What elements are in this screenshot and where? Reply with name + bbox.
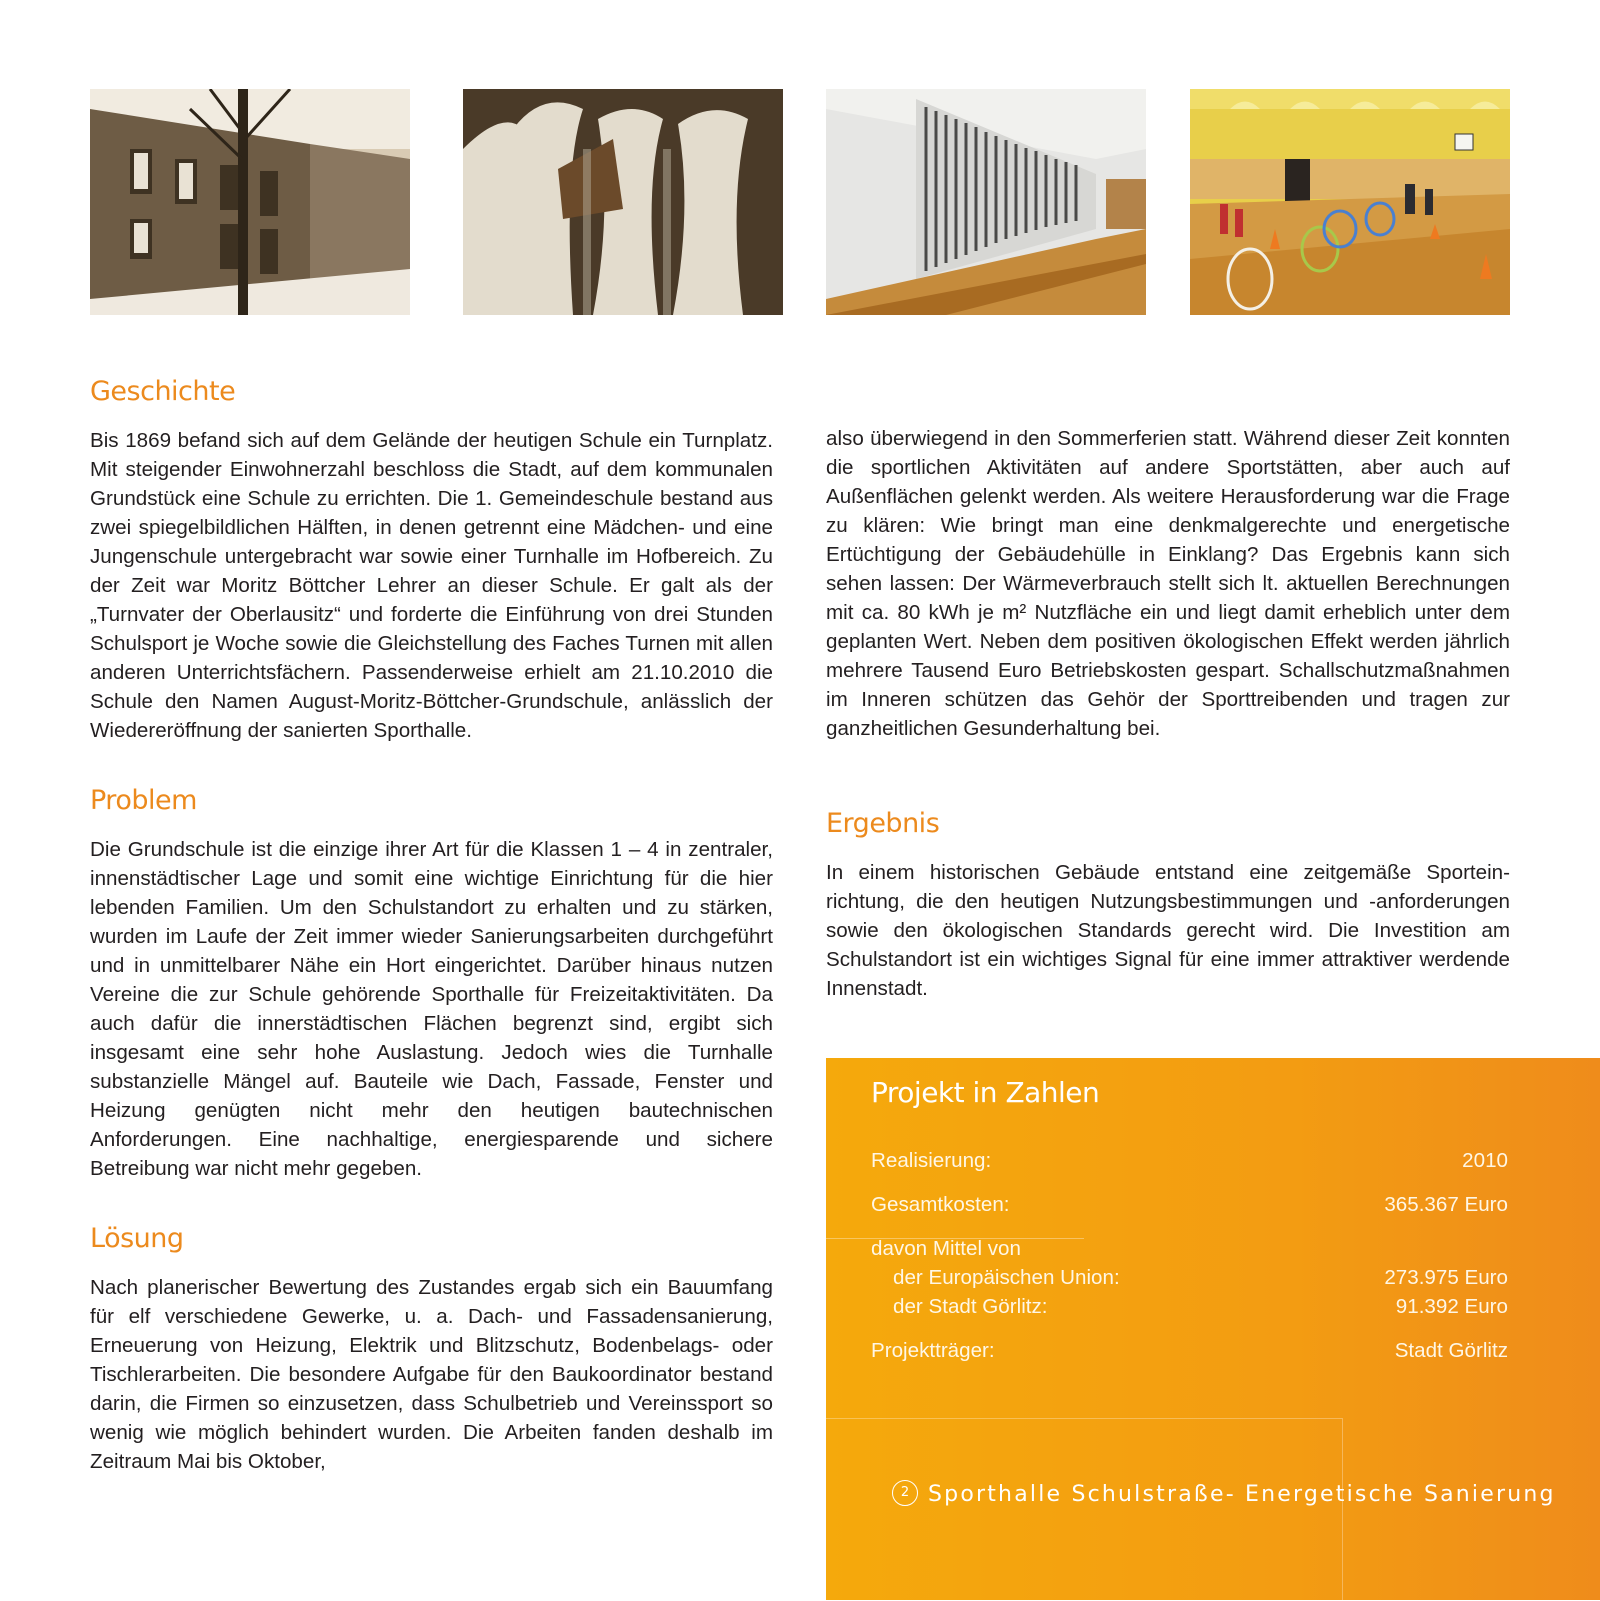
fact-value: 91.392 Euro	[1395, 1295, 1508, 1318]
fact-label: Gesamtkosten:	[871, 1193, 1010, 1216]
section-geschichte	[90, 372, 773, 745]
fact-label: Projektträger:	[871, 1339, 995, 1362]
right-column	[826, 424, 1510, 743]
fact-label: Realisierung:	[871, 1149, 992, 1172]
decorative-frame	[826, 1418, 1343, 1601]
fact-value: 273.975 Euro	[1384, 1266, 1508, 1289]
gym-hall-photo	[1190, 89, 1510, 315]
section-title-ergebnis: Ergebnis	[826, 808, 940, 839]
wall-vent-photo	[826, 89, 1146, 315]
facts-title: Projekt in Zahlen	[871, 1076, 1100, 1109]
section-text-geschichte: Bis 1869 befand sich auf dem Gelände der heutigen Schule ein Turnplatz. Mit steigender Einwohnerzahl beschloss die Stadt, auf dem kommunalen Grundstück eine Schule zu errichten. Die 1. Gemeindeschule bestand aus zwei spiegelbildlichen Hälften, in denen getrennt eine Mädchen- und eine Jungenschule untergebracht war sowie einer Turnhalle im Hofbereich. Zu der Zeit war Moritz Böttcher Lehrer an dieser Schule. Er galt als der „Turnvater der Oberlausitz“ und forderte die Einführung von drei Stunden Schulsport je Woche sowie die Gleichstellung des Faches Turnen mit allen anderen Unterrichtsfächern. Passenderweise erhielt am 21.10.2010 die Schule den Namen August-Moritz-Böttcher-Grundschule, anlässlich der Wiedereröffnung der sanierten Sporthalle.	[90, 429, 773, 742]
section-title-geschichte: Geschichte	[90, 376, 236, 407]
project-facts-box	[826, 1058, 1600, 1600]
fact-label: der Europäischen Union:	[893, 1266, 1120, 1289]
section-text-ergebnis: In einem historischen Gebäude entstand eine zeitgemäße Sporteinrichtung, die den heutigen Nutzungsbestimmungen und -anforderungen sowie den ökologischen Standards gerecht wird. Die Investition am Schulstandort ist ein wichtiges Signal für eine immer attraktiver werdende Innenstadt.	[826, 861, 1510, 1000]
fact-value: 365.367 Euro	[1384, 1193, 1508, 1216]
old-radiator-photo	[463, 89, 783, 315]
fact-label: davon Mittel von	[871, 1237, 1021, 1260]
fact-value: Stadt Görlitz	[1394, 1339, 1508, 1362]
section-title-loesung: Lösung	[90, 1223, 184, 1254]
fact-value: 2010	[1462, 1149, 1508, 1172]
section-ergebnis	[826, 804, 1510, 1003]
page-number: 2	[892, 1480, 918, 1506]
section-text-problem: Die Grundschule ist die einzige ihrer Art für die Klassen 1 – 4 in zentraler, innenstädtischer Lage und somit eine wichtige Einrichtung für die hier lebenden Familien. Um den Schulstandort zu erhalten und zu stärken, wurden im Laufe der Zeit immer wieder Sanierungsarbeiten durchgeführt und in unmittelbarer Nähe ein Hort eingerichtet. Darüber hinaus nutzen Vereine die zur Schule gehörende Sporthalle für Freizeitaktivitäten. Da auch dafür die innerstädtischen Flächen begrenzt sind, ergibt sich insgesamt eine sehr hohe Auslastung. Jedoch wies die Turnhalle substanzielle Mängel auf. Bauteile wie Dach, Fassade, Fenster und Heizung genügten nicht mehr den heutigen bautechnischen Anforderungen. Eine nachhaltige, energiesparende und sichere Betreibung war nicht mehr gegeben.	[90, 838, 773, 1180]
section-text-loesung: Nach planerischer Bewertung des Zustandes ergab sich ein Bauumfang für elf verschiedene Gewerke, u. a. Dach- und Fassadensanierung, Erneuerung von Heizung, Elektrik und Blitzschutz, Bodenbelags- oder Tischlerarbeiten. Die besondere Aufgabe für den Baukoordinator bestand darin, die Firmen so einzusetzen, dass Schulbetrieb und Vereinssport so wenig wie möglich behindert wurden. Die Arbeiten fanden deshalb im Zeitraum Mai bis Oktober,	[90, 1276, 773, 1473]
page-footer	[892, 1482, 1556, 1508]
fact-label: der Stadt Görlitz:	[893, 1295, 1048, 1318]
historic-building-photo	[90, 89, 410, 315]
section-loesung	[90, 1219, 773, 1476]
left-column	[90, 372, 773, 1512]
section-text-loesung-continued: also überwiegend in den Sommerferien statt. Während dieser Zeit konnten die sportlichen Aktivitäten auf andere Sportstätten, aber auch auf Außenflächen gelenkt werden. Als weitere Herausforderung war die Frage zu klären: Wie bringt man eine denkmalgerechte und energetische Ertüchtigung der Gebäudehülle in Einklang? Das Ergebnis kann sich sehen lassen: Der Wärmeverbrauch stellt sich lt. aktuellen Berechnungen mit ca. 80 kWh je m² Nutzfläche ein und liegt damit erheblich unter dem geplanten Wert. Neben dem positiven ökologischen Effekt werden jährlich mehrere Tausend Euro Betriebskosten gespart. Schallschutzmaßnahmen im Inneren schützen das Gehör der Sporttreibenden und tragen zur ganzheitlichen Gesunderhaltung bei.	[826, 427, 1510, 740]
section-title-problem: Problem	[90, 785, 197, 816]
section-problem	[90, 781, 773, 1183]
footer-title: Sporthalle Schulstraße- Energetische Sanierung	[928, 1482, 1556, 1507]
